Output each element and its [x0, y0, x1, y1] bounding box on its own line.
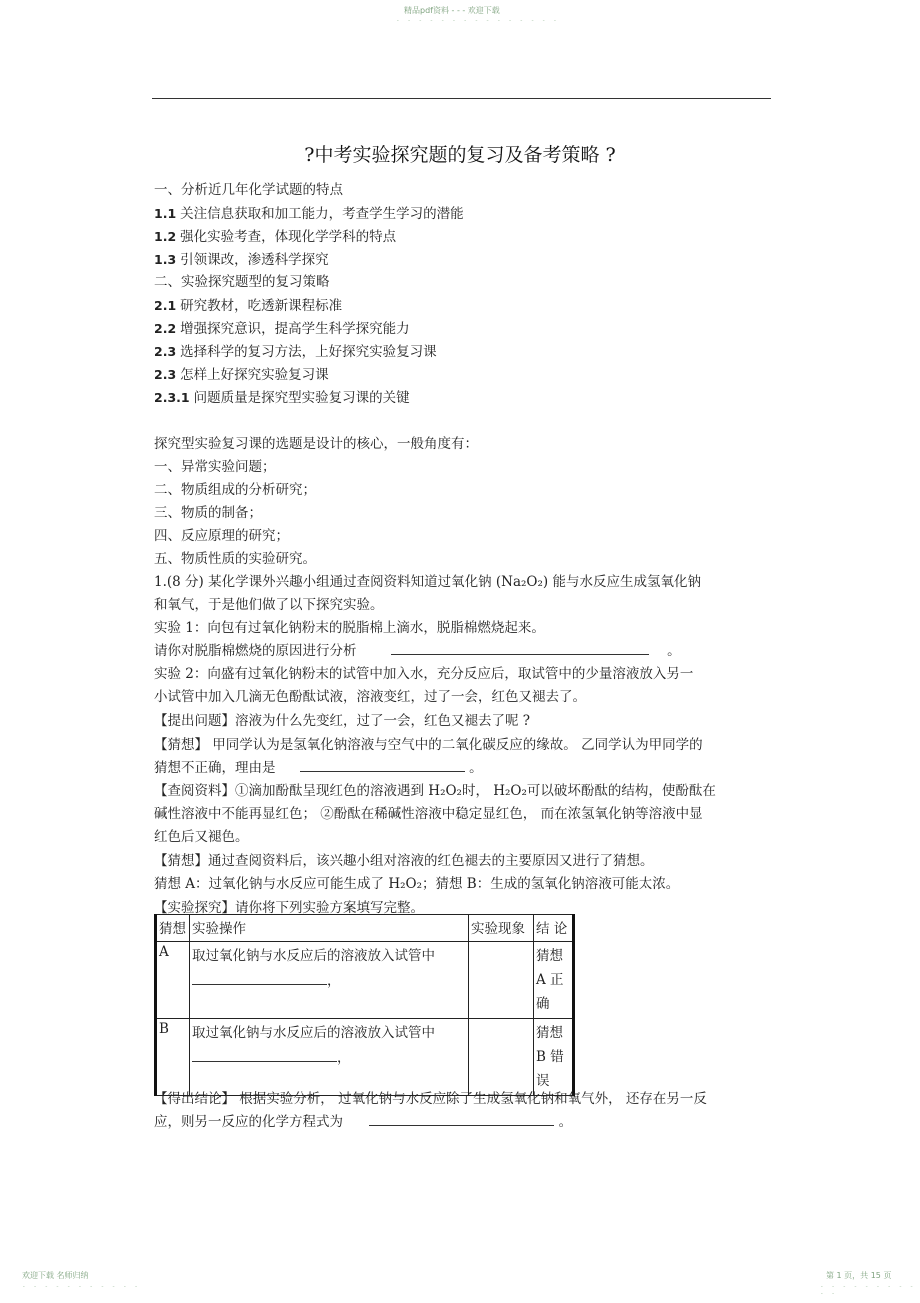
question-text: 【猜想】通过查阅资料后，该兴趣小组对溶液的红色褪去的主要原因又进行了猜想。 — [154, 853, 654, 869]
header-cell: 结 论 — [534, 915, 574, 942]
question-text: 请你对脱脂棉燃烧的原因进行分析 。 — [154, 639, 681, 659]
header-rule — [152, 98, 771, 99]
list-item: 2.2 增强探究意识，提高学生科学探究能力 — [154, 321, 410, 337]
list-item: 1.1 关注信息获取和加工能力，考查学生学习的潜能 — [154, 206, 464, 222]
question-text: 1.(8 分) 某化学课外兴趣小组通过查阅资料知道过氧化钠 (Na₂O₂) 能与水反应生成氢氧化钠 — [154, 574, 701, 590]
question-text: 小试管中加入几滴无色酚酞试液，溶液变红，过了一会，红色又褪去了。 — [154, 689, 586, 705]
question-text: 【得出结论】 根据实验分析， 过氧化钠与水反应除了生成氢氧化钠和氧气外， 还存在另一反 — [154, 1091, 707, 1107]
phenomenon-cell[interactable] — [469, 1019, 534, 1096]
answer-blank[interactable] — [369, 1111, 554, 1126]
footer-left: 欢迎下载 名师归纳 — [22, 1271, 89, 1280]
answer-blank[interactable] — [391, 640, 649, 655]
list-item: 2.1 研究教材，吃透新课程标准 — [154, 298, 343, 314]
paragraph: 二、物质组成的分析研究； — [154, 482, 316, 498]
answer-blank[interactable] — [300, 757, 465, 772]
paragraph: 四、反应原理的研究； — [154, 528, 289, 544]
question-text: 猜想 A：过氧化钠与水反应可能生成了 H₂O₂；猜想 B：生成的氢氧化钠溶液可能太浓。 — [154, 876, 680, 892]
list-item: 2.3.1 问题质量是探究型实验复习课的关键 — [154, 390, 410, 406]
header-watermark: 精品pdf资料 - - - 欢迎下载 — [404, 6, 500, 15]
question-text: 【实验探究】请你将下列实验方案填写完整。 — [154, 900, 424, 916]
list-item: 1.3 引领课改，渗透科学探究 — [154, 252, 329, 268]
row-label: B — [156, 1019, 190, 1096]
experiment-table — [154, 914, 575, 1096]
conclusion-cell: 猜想 A 正确 — [534, 942, 574, 1019]
header-cell: 猜想 — [156, 915, 190, 942]
footer-page-number: 第 1 页，共 15 页 — [826, 1271, 892, 1280]
answer-blank[interactable] — [192, 1047, 337, 1062]
question-text: 实验 1：向包有过氧化钠粉末的脱脂棉上滴水，脱脂棉燃烧起来。 — [154, 620, 545, 636]
page-title: ?中考实验探究题的复习及备考策略 ? — [304, 144, 616, 166]
operation-cell: 取过氧化钠与水反应后的溶液放入试管中 ， — [190, 942, 469, 1019]
list-item: 1.2 强化实验考查，体现化学学科的特点 — [154, 229, 397, 245]
question-text: 【猜想】 甲同学认为是氢氧化钠溶液与空气中的二氧化碳反应的缘故。 乙同学认为甲同学的 — [154, 737, 703, 753]
question-text: 【提出问题】溶液为什么先变红，过了一会，红色又褪去了呢 ? — [154, 713, 531, 729]
question-text: 猜想不正确，理由是 。 — [154, 756, 483, 776]
question-text: 碱性溶液中不能再显红色； ②酚酞在稀碱性溶液中稳定显红色， 而在浓氢氧化钠等溶液中显 — [154, 806, 703, 822]
question-text: 应，则另一反应的化学方程式为 。 — [154, 1110, 572, 1130]
paragraph: 探究型实验复习课的选题是设计的核心，一般角度有： — [154, 436, 478, 452]
list-item: 2.3 怎样上好探究实验复习课 — [154, 367, 329, 383]
question-text: 【查阅资料】①滴加酚酞呈现红色的溶液遇到 H₂O₂时， H₂O₂可以破坏酚酞的结构，使酚酞在 — [154, 783, 716, 799]
paragraph: 三、物质的制备； — [154, 505, 262, 521]
header-dots: - - - - - - - - - - - - - - - — [396, 17, 559, 24]
footer-dots-left: - - - - - - - - - - - — [22, 1283, 140, 1290]
operation-cell: 取过氧化钠与水反应后的溶液放入试管中 ， — [190, 1019, 469, 1096]
question-text: 实验 2：向盛有过氧化钠粉末的试管中加入水，充分反应后，取试管中的少量溶液放入另一 — [154, 666, 694, 682]
answer-blank[interactable] — [192, 970, 327, 985]
paragraph: 一、异常实验问题； — [154, 459, 276, 475]
header-cell: 实验现象 — [469, 915, 534, 942]
table-row — [156, 942, 574, 1019]
question-text: 红色后又褪色。 — [154, 829, 249, 845]
section-heading: 一、分析近几年化学试题的特点 — [154, 182, 343, 198]
phenomenon-cell[interactable] — [469, 942, 534, 1019]
paragraph: 五、物质性质的实验研究。 — [154, 551, 316, 567]
section-heading: 二、实验探究题型的复习策略 — [154, 274, 330, 290]
footer-dots-right: - - - - - - - - - - - — [820, 1283, 916, 1297]
row-label: A — [156, 942, 190, 1019]
question-text: 和氧气，于是他们做了以下探究实验。 — [154, 597, 384, 613]
conclusion-cell: 猜想 B 错误 — [534, 1019, 574, 1096]
table-header-row — [156, 915, 574, 942]
table-row — [156, 1019, 574, 1096]
header-cell: 实验操作 — [190, 915, 469, 942]
list-item: 2.3 选择科学的复习方法，上好探究实验复习课 — [154, 344, 437, 360]
